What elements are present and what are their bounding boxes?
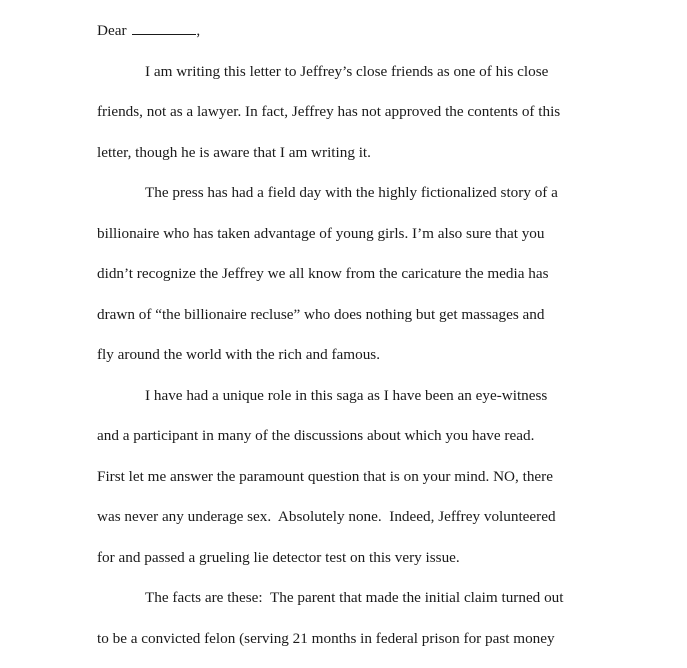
letter-line-4: The press has had a field day with the highly fictionalized story of a: [97, 182, 597, 223]
letter-line-11: First let me answer the paramount question that is on your mind. NO, there: [97, 466, 597, 507]
letter-line-3: letter, though he is aware that I am writing it.: [97, 142, 597, 183]
salutation-comma: ,: [196, 22, 200, 39]
letter-line-14: The facts are these: The parent that made the initial claim turned out: [97, 587, 597, 628]
letter-line-10: and a participant in many of the discussions about which you have read.: [97, 425, 597, 466]
letter-line-7: drawn of “the billionaire recluse” who does nothing but get massages and: [97, 304, 597, 345]
letter-line-8: fly around the world with the rich and famous.: [97, 344, 597, 385]
letter-line-1: I am writing this letter to Jeffrey’s close friends as one of his close: [97, 61, 597, 102]
salutation-line: [97, 20, 597, 61]
letter-line-12: was never any underage sex. Absolutely none. Indeed, Jeffrey volunteered: [97, 506, 597, 547]
letter-line-2: friends, not as a lawyer. In fact, Jeffrey has not approved the contents of this: [97, 101, 597, 142]
letter-body: [97, 20, 597, 668]
letter-line-5: billionaire who has taken advantage of young girls. I’m also sure that you: [97, 223, 597, 264]
letter-line-15: to be a convicted felon (serving 21 months in federal prison for past money: [97, 628, 597, 668]
letter-line-13: for and passed a grueling lie detector test on this very issue.: [97, 547, 597, 588]
salutation-prefix: Dear: [97, 22, 127, 39]
letter-line-6: didn’t recognize the Jeffrey we all know from the caricature the media has: [97, 263, 597, 304]
letter-line-9: I have had a unique role in this saga as I have been an eye-witness: [97, 385, 597, 426]
recipient-blank: [132, 22, 196, 35]
